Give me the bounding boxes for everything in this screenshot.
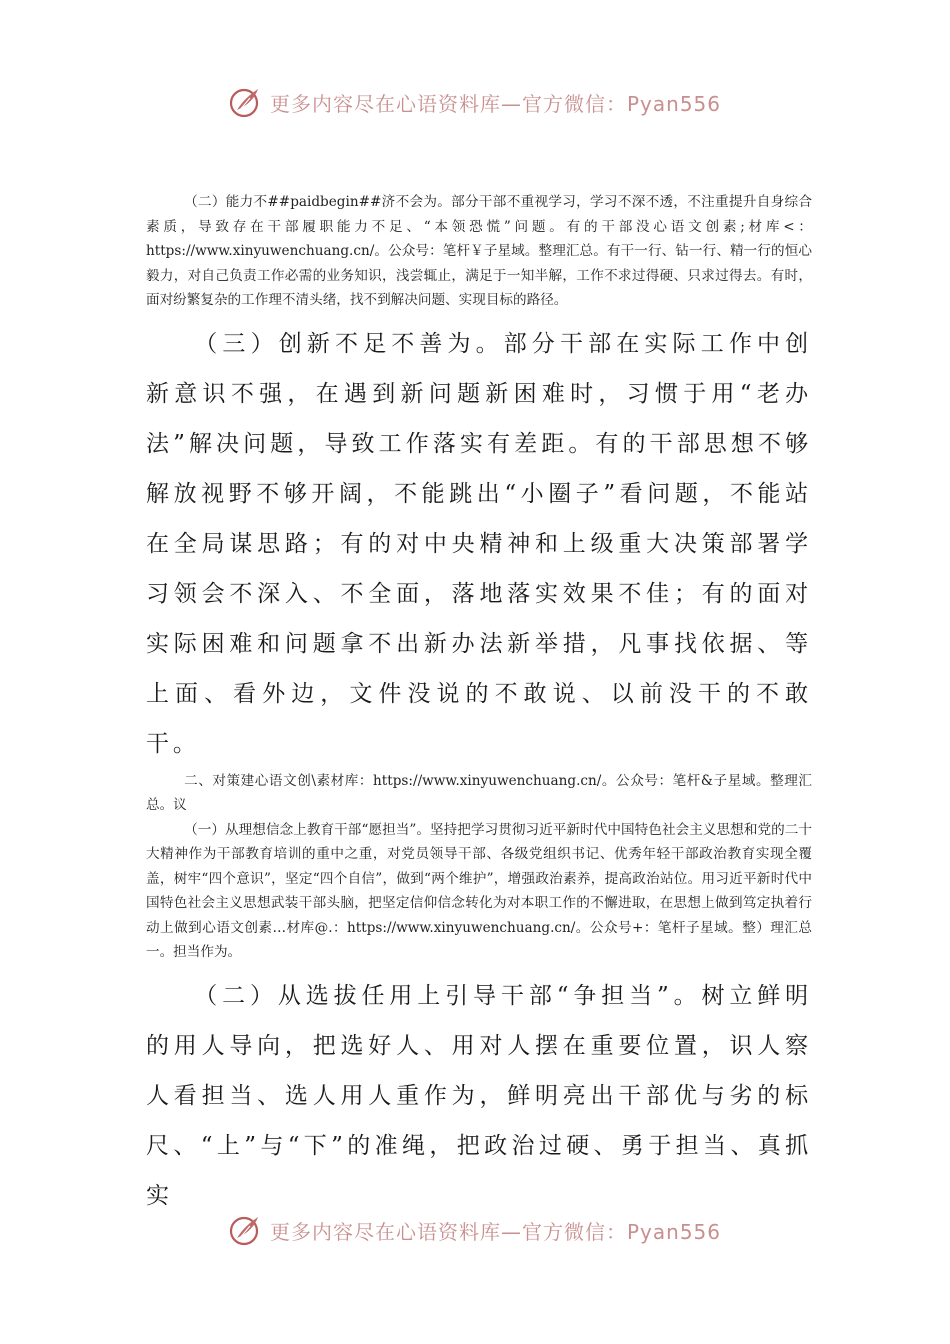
banner-text: 更多内容尽在心语资料库—官方微信：Pyan556 xyxy=(270,1219,722,1244)
banner-text: 更多内容尽在心语资料库—官方微信：Pyan556 xyxy=(270,91,722,116)
section-heading-countermeasures: 二、对策建心语文创\素材库：https://www.xinyuwenchuang.cn/。公众号：笔杆&子星域。整理汇总。议 xyxy=(146,772,812,813)
paragraph-innovation: （三）创新不足不善为。部分干部在实际工作中创新意识不强，在遇到新问题新困难时，习惯于用“老办法”解决问题，导致工作落实有差距。有的干部思想不够解放视野不够开阔，不能跳出“小圈子”看问题，不能站在全局谋思路；有的对中央精神和上级重大决策部署学习领会不深入、不全面，落地落实效果不佳；有的面对实际困难和问题拿不出新办法新举措，凡事找依据、等上面、看外边，文件没说的不敢说、以前没干的不敢干。 xyxy=(146,330,812,757)
paragraph-ability: （二）能力不##paidbegin##济不会为。部分干部不重视学习，学习不深不透，不注重提升自身综合素质，导致存在干部履职能力不足、“本领恐慌”问题。有的干部没心语文创素;材库<：https://www.xinyuwenchuang.cn/。公众号：笔杆￥子星域。整理汇总。有干一行、钻一行、精一行的恒心毅力，对自己负责工作必需的业务知识，浅尝辄止，满足于一知半解，工作不求过得硬、只求过得去。有时，面对纷繁复杂的工作理不清头绪，找不到解决问题、实现目标的路径。 xyxy=(146,194,812,308)
footer-watermark-banner xyxy=(228,1210,728,1250)
document-body xyxy=(146,190,812,1221)
paragraph-ideals-belief: （一）从理想信念上教育干部“愿担当”。坚持把学习贯彻习近平新时代中国特色社会主义思想和党的二十大精神作为干部教育培训的重中之重，对党员领导干部、各级党组织书记、优秀年轻干部政治教育实现全覆盖，树牢“四个意识”，坚定“四个自信”，做到“两个维护”，增强政治素养，提高政治站位。用习近平新时代中国特色社会主义思想武装干部头脑，把坚定信仰信念转化为对本职工作的不懈进取，在思想上做到笃定执着行动上做到心语文创素…材库@.：https://www.xinyuwenchuang.cn/。公众号+：笔杆子星域。整）理汇总一。担当作为。 xyxy=(146,821,812,960)
header-watermark-banner xyxy=(228,82,728,122)
paragraph-selection: （二）从选拔任用上引导干部“争担当”。树立鲜明的用人导向，把选好人、用对人摆在重要位置，识人察人看担当、选人用人重作为，鲜明亮出干部优与劣的标尺、“上”与“下”的准绳，把政治过硬、勇于担当、真抓实 xyxy=(146,982,812,1209)
quill-pen-logo-icon xyxy=(228,1212,264,1248)
quill-pen-logo-icon xyxy=(228,84,264,120)
